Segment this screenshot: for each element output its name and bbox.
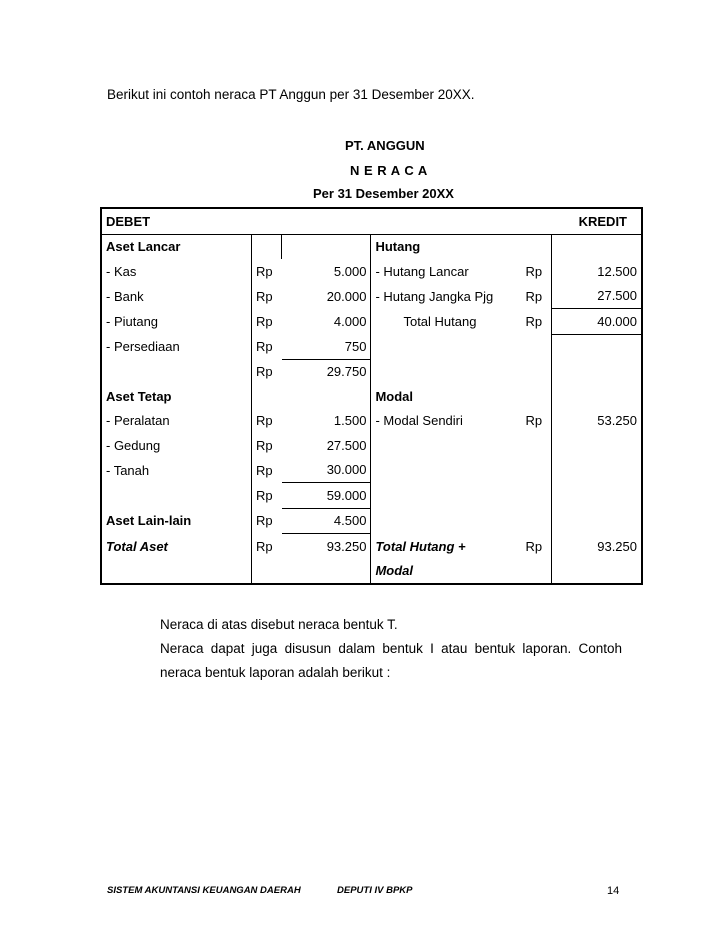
total-hutang-label: Total Hutang [403,313,477,329]
table-row [101,483,642,509]
total-aset-label: Total Aset [106,538,168,554]
table-header-row [101,208,642,234]
subtotal-tetap-value: 59.000 [282,483,371,509]
piutang-label: - Piutang [106,313,159,329]
table-row [101,559,642,585]
rp-label: Rp [252,534,282,559]
table-row [101,433,642,458]
table-row [101,309,642,335]
report-title: N E R A C A [350,163,428,178]
intro-text: Berikut ini contoh neraca PT Anggun per 31 Desember 20XX. [107,87,475,102]
rp-label: Rp [252,284,282,309]
hutang-lancar-value: 12.500 [552,259,642,284]
rp-label: Rp [252,259,282,284]
rp-label: Rp [525,313,543,329]
rp-label: Rp [525,288,543,304]
peralatan-label: - Peralatan [106,413,170,429]
report-date: Per 31 Desember 20XX [313,186,454,201]
modal-heading: Modal [375,388,414,404]
bank-label: - Bank [106,288,144,304]
rp-label: Rp [252,458,282,483]
table-row [101,508,642,534]
modal-sendiri-label: - Modal Sendiri [375,413,463,429]
rp-label: Rp [252,409,282,434]
balance-sheet-table [100,207,643,585]
kredit-label: KREDIT [578,213,627,229]
rp-label: Rp [525,538,543,554]
table-row [101,384,642,409]
paragraph-line: neraca bentuk laporan adalah berikut : [160,665,391,680]
total-hutang-modal-label: Total Hutang + [375,538,466,554]
table-row [101,409,642,434]
persediaan-label: - Persediaan [106,339,180,354]
rp-label: Rp [525,263,543,279]
table-row [101,334,642,359]
aset-lancar-heading: Aset Lancar [106,239,181,255]
total-aset-value: 93.250 [282,534,371,559]
table-row [101,234,642,259]
rp-label: Rp [252,433,282,458]
page-number: 14 [607,885,620,897]
table-row [101,284,642,309]
footer-left: SISTEM AKUNTANSI KEUANGAN DAERAH [107,885,301,896]
gedung-label: - Gedung [106,437,161,453]
peralatan-value: 1.500 [282,409,371,434]
debet-label: DEBET [106,213,151,229]
tanah-value: 30.000 [282,458,371,483]
rp-label: Rp [252,483,282,509]
gedung-value: 27.500 [282,433,371,458]
rp-label: Rp [252,334,282,359]
rp-label: Rp [252,359,282,384]
hutang-jangka-label: - Hutang Jangka Pjg [375,288,494,304]
bank-value: 20.000 [282,284,371,309]
hutang-heading: Hutang [375,239,421,255]
kas-value: 5.000 [282,259,371,284]
piutang-value: 4.000 [282,309,371,335]
rp-label: Rp [525,413,543,429]
hutang-jangka-value: 27.500 [552,284,642,309]
persediaan-value: 750 [282,334,371,359]
aset-lain-value: 4.500 [282,508,371,534]
total-hutang-modal-value: 93.250 [552,534,642,559]
rp-label: Rp [252,309,282,335]
rp-label: Rp [252,508,282,534]
table-row [101,534,642,559]
paragraph-line: Neraca di atas disebut neraca bentuk T. [160,617,398,632]
table-row [101,458,642,483]
kas-label: - Kas [106,263,137,279]
aset-lain-label: Aset Lain-lain [106,513,192,529]
total-hutang-modal-label-2: Modal [375,563,414,579]
table-row [101,259,642,284]
aset-tetap-heading: Aset Tetap [106,388,172,404]
footer-center: DEPUTI IV BPKP [337,885,413,896]
company-name: PT. ANGGUN [345,138,425,153]
table-row [101,359,642,384]
tanah-label: - Tanah [106,462,150,478]
modal-sendiri-value: 53.250 [552,409,642,434]
hutang-lancar-label: - Hutang Lancar [375,263,469,279]
total-hutang-value: 40.000 [552,309,642,335]
paragraph-line: Neraca dapat juga disusun dalam bentuk I atau bentuk laporan. Contoh [160,641,622,656]
subtotal-lancar-value: 29.750 [282,359,371,384]
